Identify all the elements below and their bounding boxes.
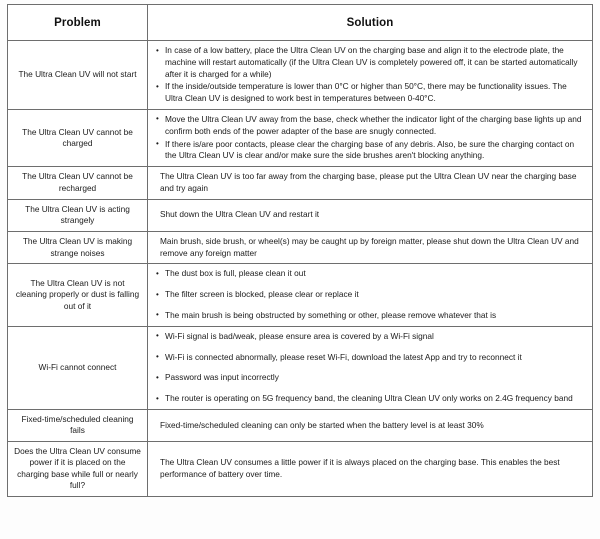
bullet-icon: • — [156, 45, 159, 55]
troubleshooting-table — [7, 4, 593, 497]
table-row — [8, 199, 593, 231]
list-item — [156, 352, 586, 364]
table-row — [8, 409, 593, 441]
solution-cell — [148, 441, 593, 496]
bullet-icon: • — [156, 114, 159, 124]
solution-cell — [148, 326, 593, 409]
list-item-text: The router is operating on 5G frequency band, the cleaning Ultra Clean UV only works on 2.4G frequency band — [165, 393, 573, 404]
table-body — [8, 41, 593, 497]
solution-text: Fixed-time/scheduled cleaning can only be started when the battery level is at least 30% — [160, 419, 484, 430]
bullet-icon: • — [156, 289, 159, 299]
list-item-text: If there is/are poor contacts, please clear the charging base of any debris. Also, be sure the charging contact on the Ultra Clean UV is clear and/or make sure the side brushes aren't blocking anything. — [165, 138, 575, 161]
table-row — [8, 231, 593, 264]
bullet-icon: • — [156, 331, 159, 341]
problem-cell: Does the Ultra Clean UV consume power if it is placed on the charging base while full or nearly full? — [8, 441, 148, 496]
list-item — [156, 372, 586, 384]
solution-text: Shut down the Ultra Clean UV and restart it — [160, 209, 320, 220]
list-item-text: Move the Ultra Clean UV away from the base, check whether the indicator light of the charging base lights up and confirm both ends of the power adapter of the base are snugly connected. — [165, 113, 582, 136]
solution-text: The Ultra Clean UV is too far away from the charging base, please put the Ultra Clean UV near the charging base and try again — [160, 171, 577, 193]
table-row — [8, 326, 593, 409]
table-header-row — [8, 5, 593, 41]
list-item-text: Wi-Fi signal is bad/weak, please ensure area is covered by a Wi-Fi signal — [165, 330, 434, 341]
table-row — [8, 167, 593, 200]
list-item-text: In case of a low battery, place the Ultra Clean UV on the charging base and align it to the electrode plate, the machine will restart automatically (if the Ultra Clean UV is completely powered off, it can be started automatically after it is charged for a while) — [165, 45, 578, 79]
solution-cell — [148, 409, 593, 441]
column-header-problem: Problem — [8, 5, 148, 41]
bullet-icon: • — [156, 139, 159, 149]
solution-cell — [148, 231, 593, 264]
bullet-icon: • — [156, 310, 159, 320]
list-item — [156, 45, 586, 80]
solution-text: The Ultra Clean UV consumes a little power if it is always placed on the charging base. This enables the best performance of battery over time. — [160, 457, 560, 479]
bullet-icon: • — [156, 372, 159, 382]
problem-cell: Fixed-time/scheduled cleaning fails — [8, 409, 148, 441]
solution-bullet-list — [156, 114, 586, 162]
solution-cell — [148, 167, 593, 200]
solution-bullet-list — [156, 268, 586, 321]
solution-bullet-list — [156, 331, 586, 405]
list-item — [156, 310, 586, 322]
list-item-text: Password was input incorrectly — [165, 372, 279, 383]
list-item-text: If the inside/outside temperature is lower than 0°C or higher than 50°C, there may be functionality issues. The Ultra Clean UV is designed to work best in temperatures between 0-40°C. — [165, 81, 567, 104]
problem-cell: The Ultra Clean UV cannot be recharged — [8, 167, 148, 200]
list-item — [156, 289, 586, 301]
problem-cell: The Ultra Clean UV will not start — [8, 41, 148, 110]
table-row — [8, 441, 593, 496]
bullet-icon: • — [156, 268, 159, 278]
table-row — [8, 109, 593, 166]
problem-cell: Wi-Fi cannot connect — [8, 326, 148, 409]
troubleshooting-table-container — [7, 4, 592, 497]
problem-cell: The Ultra Clean UV cannot be charged — [8, 109, 148, 166]
list-item — [156, 393, 586, 405]
solution-bullet-list — [156, 45, 586, 105]
table-row — [8, 41, 593, 110]
column-header-solution: Solution — [148, 5, 593, 41]
solution-cell — [148, 199, 593, 231]
table-row — [8, 264, 593, 326]
list-item-text: Wi-Fi is connected abnormally, please reset Wi-Fi, download the latest App and try to reconnect it — [165, 351, 522, 362]
table-header — [8, 5, 593, 41]
problem-cell: The Ultra Clean UV is making strange noises — [8, 231, 148, 264]
list-item — [156, 331, 586, 343]
list-item-text: The dust box is full, please clean it out — [165, 268, 306, 279]
solution-cell — [148, 41, 593, 110]
list-item — [156, 114, 586, 138]
list-item-text: The filter screen is blocked, please clear or replace it — [165, 289, 359, 300]
problem-cell: The Ultra Clean UV is acting strangely — [8, 199, 148, 231]
bullet-icon: • — [156, 352, 159, 362]
solution-cell — [148, 264, 593, 326]
list-item — [156, 81, 586, 105]
list-item-text: The main brush is being obstructed by something or other, please remove whatever that is — [165, 309, 497, 320]
bullet-icon: • — [156, 393, 159, 403]
problem-cell: The Ultra Clean UV is not cleaning properly or dust is falling out of it — [8, 264, 148, 326]
solution-text: Main brush, side brush, or wheel(s) may be caught up by foreign matter, please shut down the Ultra Clean UV and remove any foreign matter — [160, 235, 579, 258]
bullet-icon: • — [156, 81, 159, 91]
list-item — [156, 268, 586, 280]
solution-cell — [148, 109, 593, 166]
list-item — [156, 139, 586, 163]
